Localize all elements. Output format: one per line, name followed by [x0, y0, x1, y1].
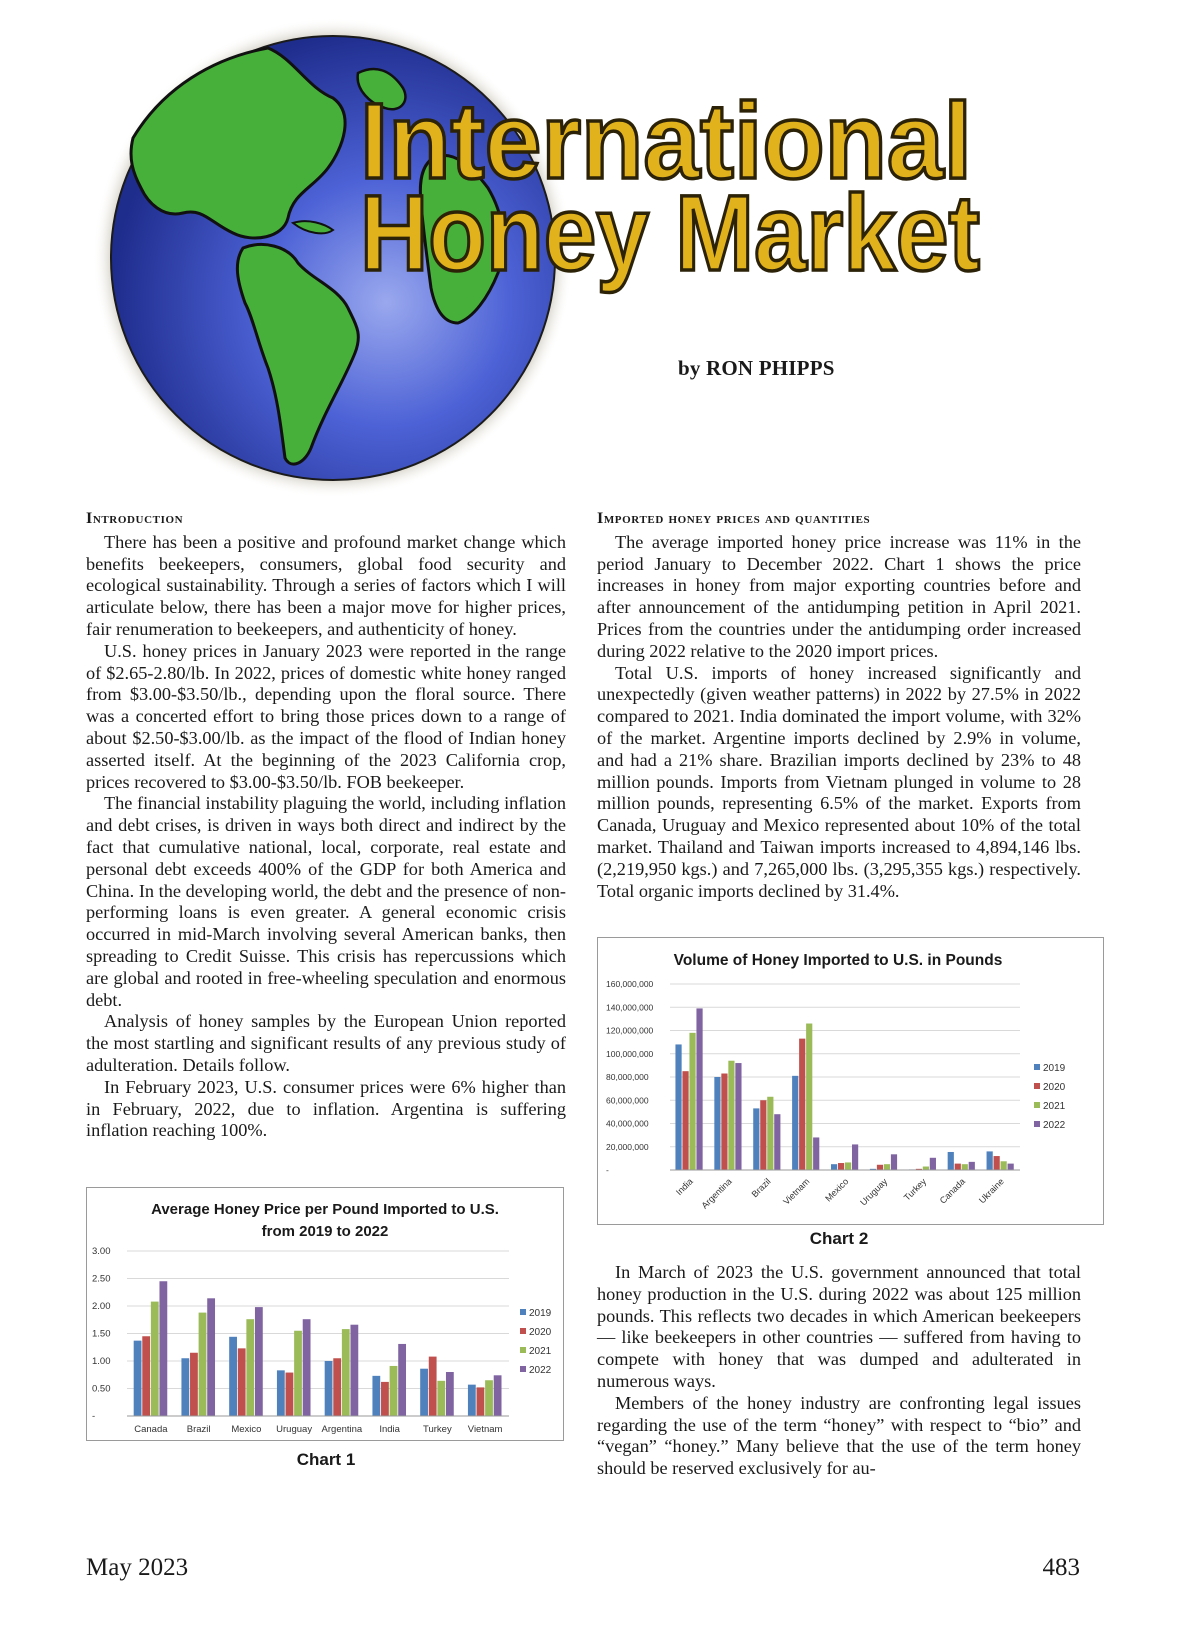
x-category-label: Uruguay [858, 1176, 890, 1208]
bar-2020-canada [142, 1336, 150, 1416]
chart-1-caption: Chart 1 [296, 1450, 356, 1469]
bar-2021-uruguay [884, 1164, 890, 1170]
chart-2 [598, 938, 1103, 1224]
legend-swatch [1034, 1064, 1040, 1070]
bar-2020-brazil [190, 1353, 198, 1416]
legend-swatch [1034, 1121, 1040, 1127]
paragraph: U.S. honey prices in January 2023 were reported in the range of $2.65-2.80/lb. In 2022, prices of domestic white honey ranged from $3.00-$3.50/lb., depending upon the floral source. There was a concerted effort to bring those prices down to a range of about $2.50-$3.00/lb. as the impact of the flood of Indian honey asserted itself. At the beginning of the 2023 California crop, prices recovered to $3.00-$3.50/lb. FOB beekeeper. [86, 640, 566, 792]
bar-2019-india [675, 1044, 681, 1170]
paragraph: The financial instability plaguing the world, including inflation and debt crises, is driven in ways both direct and indirect by the fact that cumulative national, local, corporate, real estate and personal debt exceeds 400% of the GDP for both America and China. In the developing world, the debt and the presence of non-performing loans is even greater. A general economic crisis occurred in mid-March involving several American banks, then spreading to Credit Suisse. This crisis has repercussions which are global and rooted in free-wheeling speculation and enormous debt. [86, 793, 567, 1010]
chart-2-caption: Chart 2 [809, 1229, 869, 1248]
bar-2021-vietnam [485, 1380, 493, 1416]
x-category-label: India [379, 1424, 400, 1435]
bar-2022-mexico [852, 1144, 858, 1170]
bar-2020-mexico [838, 1163, 844, 1170]
bar-2022-turkey [930, 1158, 936, 1170]
y-tick-label: 120,000,000 [606, 1025, 654, 1036]
footer-page-number: 483 [1042, 1554, 1080, 1581]
bar-2021-india [689, 1033, 695, 1170]
bar-2022-canada [159, 1281, 167, 1416]
bar-2022-uruguay [303, 1319, 311, 1416]
paragraph: In February 2023, U.S. consumer prices were 6% higher than in February, 2022, due to inflation. Argentina is suffering inflation reaching 100%. [86, 1076, 566, 1141]
bar-2019-ukraine [987, 1151, 993, 1170]
footer-date: May 2023 [86, 1554, 189, 1581]
y-tick-label: - [92, 1411, 96, 1422]
chart-title: Volume of Honey Imported to U.S. in Pounds [673, 952, 1003, 969]
masthead-title [0, 0, 1200, 300]
x-category-label: Vietnam [781, 1176, 812, 1207]
bar-2021-mexico [246, 1319, 254, 1416]
title-line-2: Honey Market [360, 172, 980, 293]
x-category-label: Mexico [823, 1176, 851, 1204]
bar-2020-india [381, 1382, 389, 1416]
legend-label: 2021 [529, 1346, 552, 1357]
bar-2022-turkey [446, 1372, 454, 1416]
legend-swatch [1034, 1102, 1040, 1108]
legend-swatch [520, 1328, 526, 1334]
legend-label: 2019 [1043, 1063, 1066, 1074]
bar-2021-turkey [923, 1167, 929, 1170]
x-category-label: Argentina [699, 1176, 734, 1211]
paragraph: There has been a positive and profound market change which benefits beekeepers, consumers, global food security and ecological sustainability. Through a series of factors which I will articulate below, there has been a major move for higher prices, fair renumeration to beekeepers, and authenticity of honey. [86, 531, 566, 639]
x-category-label: Uruguay [276, 1424, 313, 1435]
y-tick-label: 60,000,000 [606, 1095, 649, 1106]
bar-2021-canada [151, 1302, 159, 1416]
bar-2019-brazil [181, 1358, 189, 1416]
y-tick-label: 100,000,000 [606, 1048, 654, 1059]
chart-1 [87, 1188, 563, 1440]
legend-label: 2022 [1043, 1120, 1066, 1131]
bar-2019-argentina [714, 1077, 720, 1170]
y-tick-label: 20,000,000 [606, 1141, 649, 1152]
x-category-label: Ukraine [976, 1176, 1006, 1206]
x-category-label: Mexico [231, 1424, 262, 1435]
bar-2021-brazil [767, 1097, 773, 1170]
x-category-label: Turkey [423, 1424, 452, 1435]
y-tick-label: 1.00 [92, 1356, 111, 1367]
bar-2020-canada [955, 1164, 961, 1170]
legend-label: 2020 [1043, 1082, 1066, 1093]
bar-2019-mexico [229, 1337, 237, 1416]
y-tick-label: 2.50 [92, 1273, 111, 1285]
x-category-label: Canada [134, 1424, 168, 1435]
legend-label: 2019 [529, 1308, 552, 1319]
bar-2020-turkey [429, 1357, 437, 1416]
paragraph: Total U.S. imports of honey increased significantly and unexpectedly (given weather patterns) in 2022 by 27.5% in 2022 compared to 2021. India dominated the import volume, with 32% of the market. Argentine imports declined by 2.9% in volume, and had a 21% share. Brazilian imports declined by 23% to 48 million pounds. Imports from Vietnam plunged in volume to 28 million pounds, representing 6.5% of the market. Exports from Canada, Uruguay and Mexico represented about 10% of the total market. Thailand and Taiwan imports increased to 4,894,146 lbs. (2,219,950 kgs.) and 7,265,000 lbs. (3,295,355 kgs.) respectively. Total organic imports declined by 31.4%. [597, 662, 1081, 901]
left-column [86, 508, 566, 1142]
legend-label: 2022 [529, 1365, 552, 1376]
x-category-label: Turkey [901, 1176, 929, 1203]
bar-2021-india [390, 1366, 398, 1416]
paragraph: Analysis of honey samples by the European Union reported the most startling and significant results of any previous study of adulteration. Details follow. [86, 1011, 566, 1075]
bar-2021-uruguay [294, 1331, 302, 1416]
bar-2022-argentina [350, 1325, 358, 1416]
bar-2022-vietnam [813, 1137, 819, 1170]
y-tick-label: 140,000,000 [606, 1002, 654, 1013]
bar-2020-brazil [760, 1100, 766, 1170]
bar-2021-brazil [199, 1313, 207, 1416]
bar-2019-india [372, 1376, 380, 1416]
legend-label: 2020 [529, 1327, 552, 1338]
bar-2021-argentina [342, 1329, 350, 1416]
x-category-label: Vietnam [467, 1424, 503, 1435]
right-column-top [597, 508, 1081, 902]
bar-2019-canada [948, 1152, 954, 1170]
y-tick-label: 2.00 [92, 1301, 111, 1312]
bar-2021-ukraine [1001, 1161, 1007, 1170]
y-tick-label: 80,000,000 [606, 1072, 649, 1082]
title-line-1: International [360, 80, 972, 201]
bar-2021-argentina [728, 1061, 734, 1170]
x-category-label: Argentina [321, 1424, 363, 1435]
bar-2020-india [682, 1071, 688, 1170]
chart-title: Average Honey Price per Pound Imported to U.S. [151, 1201, 499, 1218]
x-category-label: Brazil [749, 1176, 773, 1200]
bar-2020-mexico [238, 1348, 246, 1416]
bar-2020-vietnam [477, 1387, 485, 1416]
bar-2019-mexico [831, 1164, 837, 1170]
legend-swatch [520, 1366, 526, 1372]
bar-2022-canada [969, 1162, 975, 1170]
bar-2021-mexico [845, 1162, 851, 1170]
bar-2019-uruguay [277, 1370, 285, 1416]
paragraph: In March of 2023 the U.S. government announced that total honey production in the U.S. during 2022 was about 125 million pounds. This reflects two decades in which American beekeepers — like beekeepers in other countries — suffered from having to compete with honey that was dumped and adulterated in numerous ways. [597, 1262, 1081, 1391]
bar-2020-ukraine [994, 1156, 1000, 1170]
paragraph: The average imported honey price increase was 11% in the period January to December 2022. Chart 1 shows the price increases in honey from major exporting countries before and after announcement of the antidumping petition in April 2021. Prices from the countries under the antidumping order increased during 2022 relative to the 2020 import prices. [597, 531, 1081, 661]
chart-title: from 2019 to 2022 [261, 1223, 389, 1240]
bar-2019-brazil [753, 1108, 759, 1170]
paragraph: Members of the honey industry are confronting legal issues regarding the use of the term “honey” with respect to “bio” and “vegan” “honey.” Many believe that the use of the term honey should be reserved exclusively for au- [597, 1392, 1081, 1479]
bar-2019-argentina [325, 1361, 333, 1416]
bar-2022-argentina [735, 1063, 741, 1170]
y-tick-label: 3.00 [92, 1246, 111, 1257]
bar-2020-uruguay [877, 1165, 883, 1170]
byline: by RON PHIPPS [678, 356, 835, 380]
section-heading-imported-prices: Imported honey prices and quantities [597, 510, 871, 527]
bar-2019-vietnam [792, 1076, 798, 1170]
bar-2019-vietnam [468, 1385, 476, 1416]
section-heading-introduction: Introduction [86, 510, 184, 527]
y-tick-label: 40,000,000 [606, 1118, 649, 1129]
bar-2022-india [696, 1008, 702, 1170]
legend-swatch [1034, 1083, 1040, 1089]
bar-2022-uruguay [891, 1154, 897, 1170]
x-category-label: India [673, 1176, 695, 1198]
y-tick-label: 160,000,000 [606, 979, 654, 989]
bar-2022-brazil [207, 1298, 215, 1416]
bar-2020-argentina [333, 1358, 341, 1416]
bar-2019-turkey [420, 1369, 428, 1416]
bar-2021-turkey [437, 1381, 445, 1416]
bar-2021-vietnam [806, 1024, 812, 1170]
x-category-label: Brazil [186, 1424, 211, 1435]
bar-2020-argentina [721, 1074, 727, 1170]
bar-2019-canada [134, 1341, 142, 1416]
x-category-label: Canada [937, 1176, 968, 1206]
chart-2-frame [597, 937, 1104, 1225]
y-tick-label: - [606, 1165, 609, 1175]
bar-2022-vietnam [494, 1375, 502, 1416]
legend-swatch [520, 1309, 526, 1315]
chart-1-frame [86, 1187, 564, 1441]
bar-2022-mexico [255, 1307, 263, 1416]
legend-label: 2021 [1043, 1101, 1066, 1112]
bar-2020-vietnam [799, 1039, 805, 1170]
bar-2020-uruguay [286, 1373, 294, 1416]
bar-2022-india [398, 1344, 406, 1416]
bar-2021-canada [962, 1164, 968, 1170]
y-tick-label: 0.50 [92, 1383, 111, 1395]
right-column-bottom [597, 1262, 1081, 1480]
y-tick-label: 1.50 [92, 1328, 111, 1340]
bar-2022-ukraine [1008, 1164, 1014, 1170]
bar-2022-brazil [774, 1114, 780, 1170]
legend-swatch [520, 1347, 526, 1353]
